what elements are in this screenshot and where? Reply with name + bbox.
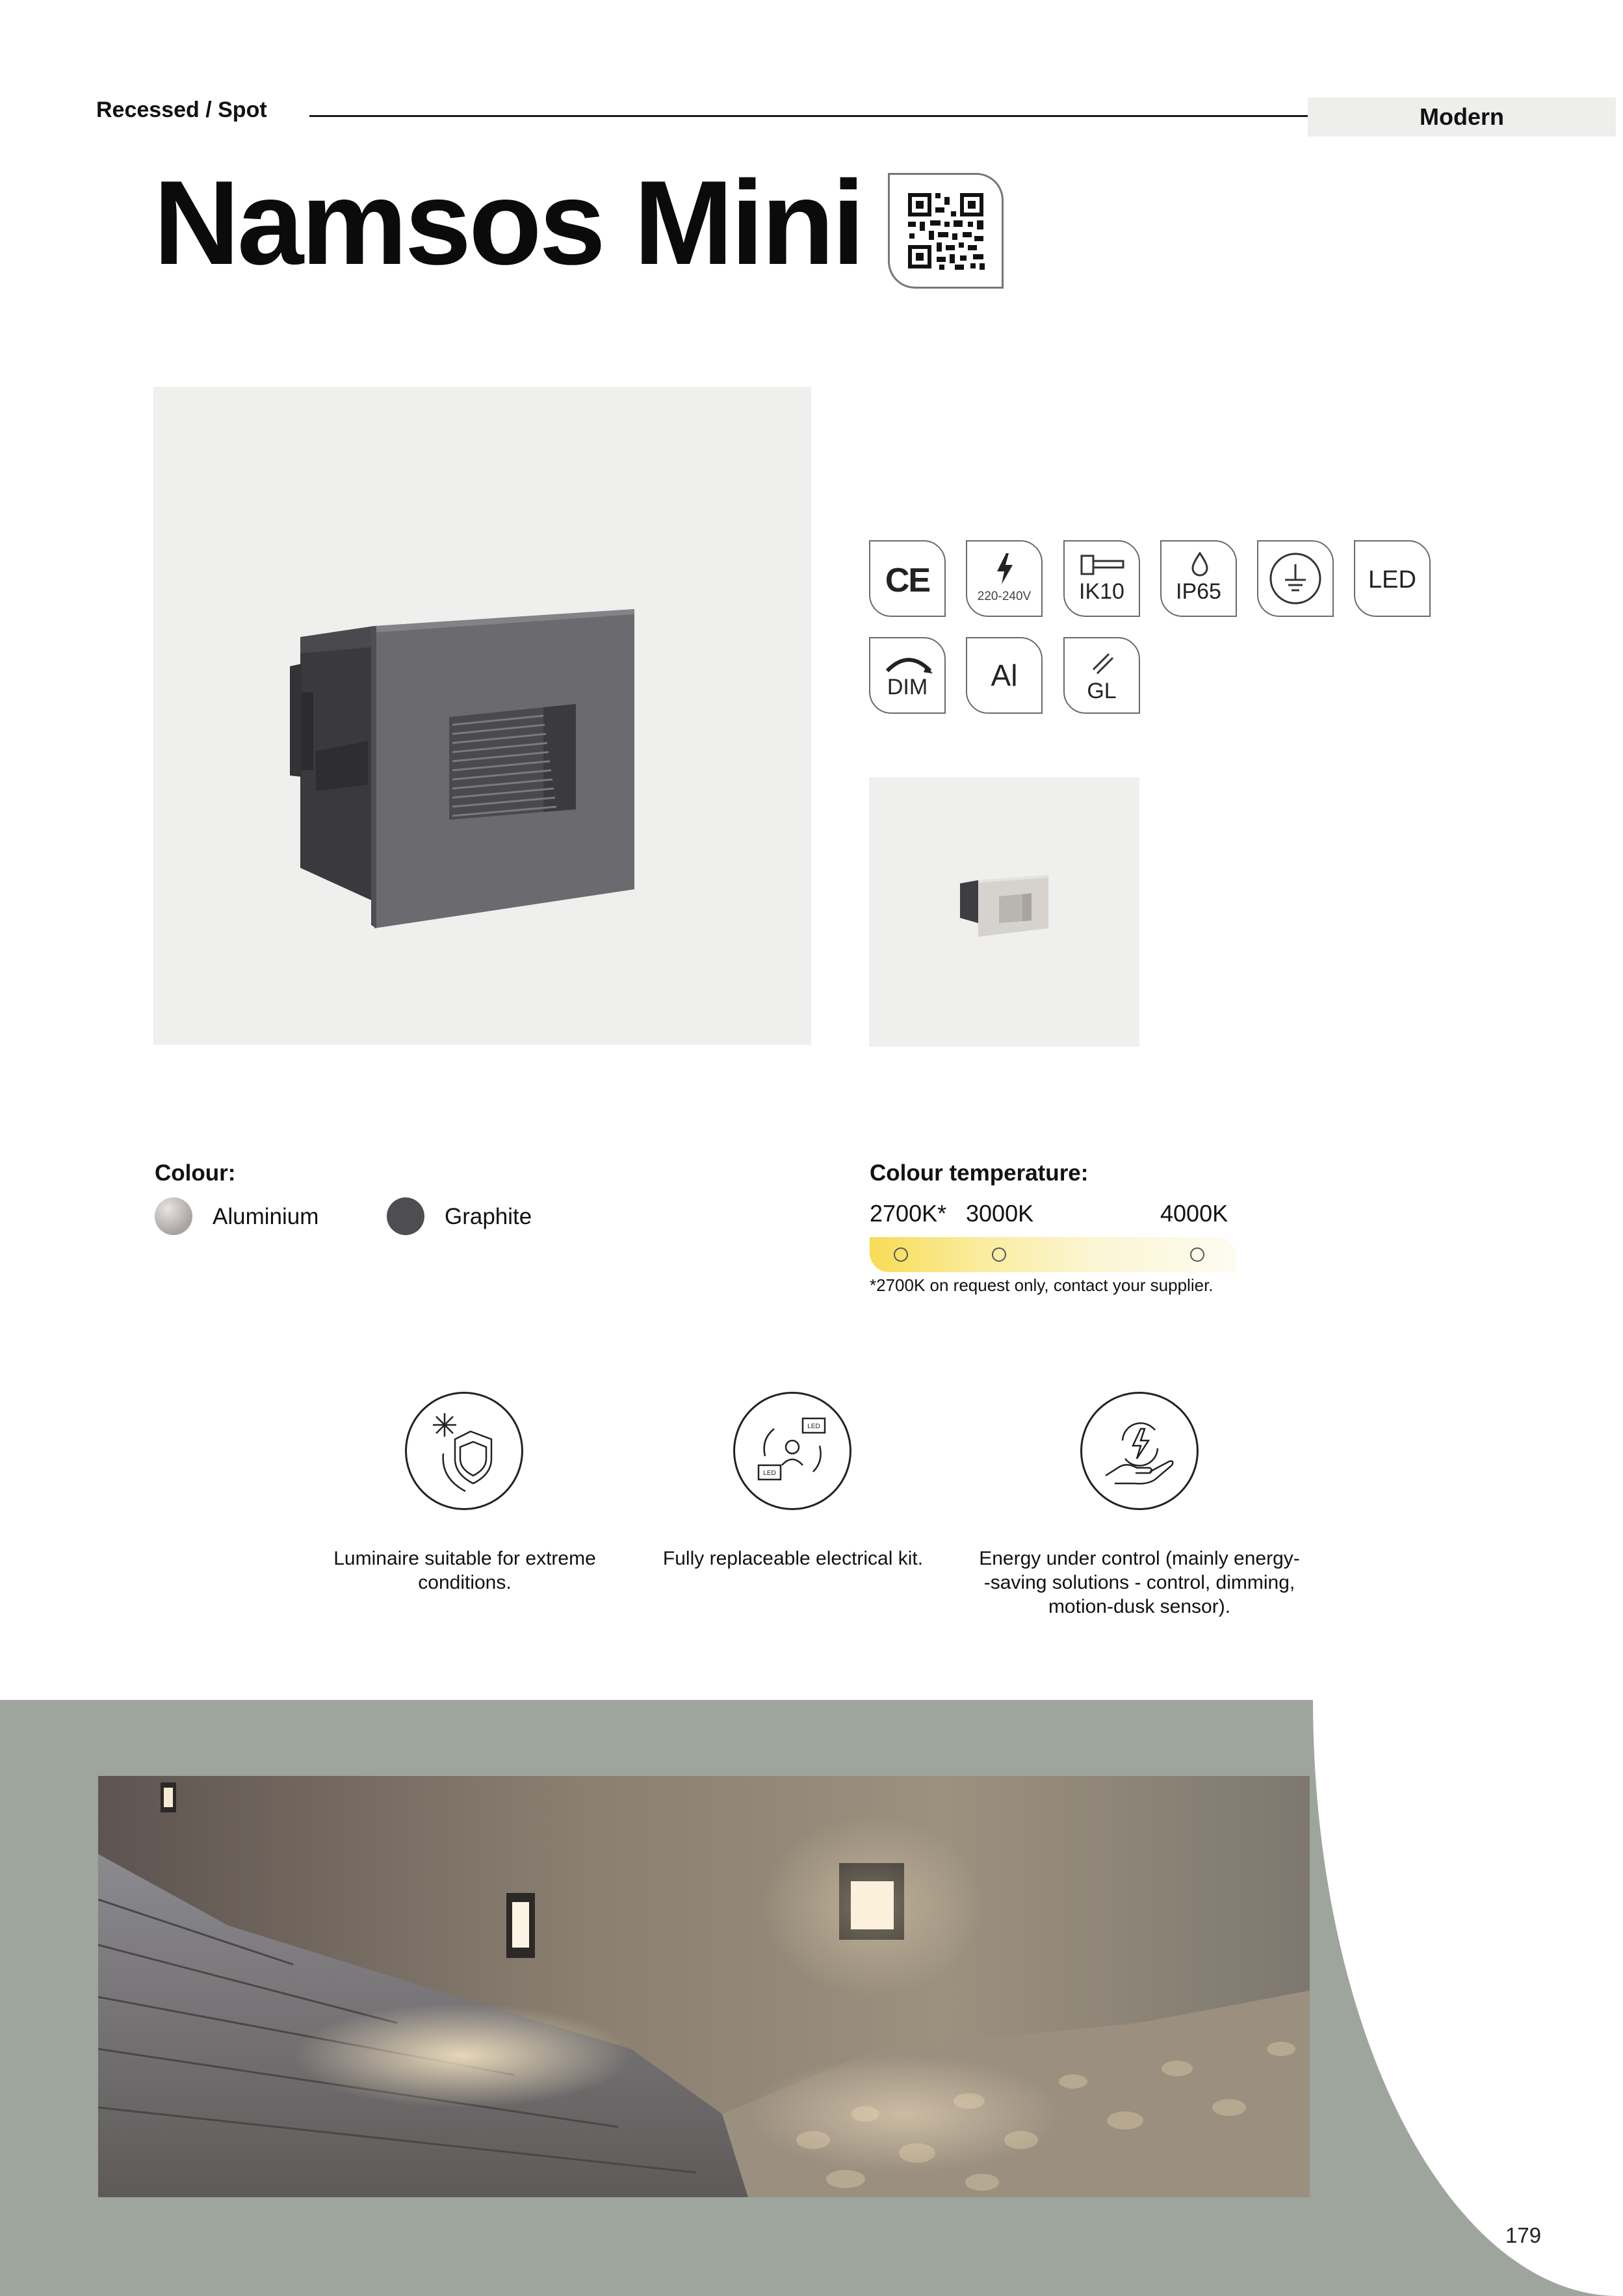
ce-mark-icon: CE (869, 540, 946, 617)
replaceable-kit-icon (733, 1392, 851, 1510)
svg-text:LED: LED (807, 1423, 820, 1430)
feature-text-extreme-conditions: Luminaire suitable for extreme conditions. (333, 1548, 596, 1593)
extreme-conditions-icon (405, 1392, 523, 1510)
qr-code-icon[interactable] (888, 173, 1004, 289)
colour-heading: Colour: (155, 1160, 236, 1186)
category-label: Recessed / Spot (96, 98, 267, 122)
led-icon: LED (1354, 540, 1431, 617)
earth-ground-icon (1257, 540, 1334, 617)
swatch-graphite[interactable] (387, 1197, 424, 1235)
temperature-footnote: *2700K on request only, contact your supplier. (870, 1275, 1214, 1295)
temp-label-2700: 2700K* (870, 1200, 947, 1227)
energy-control-icon (1080, 1392, 1199, 1510)
colour-temperature-scale (870, 1237, 1236, 1272)
temp-label-3000: 3000K (966, 1200, 1034, 1227)
swatch-label-aluminium: Aluminium (213, 1204, 319, 1229)
temp-option-4000[interactable] (1190, 1247, 1204, 1262)
water-drop-icon: IP65 (1160, 540, 1237, 617)
header-divider (309, 115, 1308, 117)
swatch-aluminium[interactable] (155, 1197, 192, 1235)
page-number: 179 (1505, 2223, 1542, 2247)
temp-label-4000: 4000K (1160, 1200, 1228, 1227)
aluminium-icon: Al (966, 637, 1043, 714)
colour-temperature-heading: Colour temperature: (870, 1160, 1089, 1186)
svg-text:LED: LED (763, 1470, 776, 1477)
glass-icon: GL (1063, 637, 1140, 714)
feature-text-energy-control: Energy under control (mainly energy- -saving solutions - control, dimming, motion-dusk sensor). (979, 1548, 1300, 1617)
impact-hammer-icon: IK10 (1063, 540, 1140, 617)
voltage-icon: 220-240V (966, 540, 1043, 617)
product-title: Namsos Mini (153, 155, 863, 289)
dimmable-icon: DIM (869, 637, 946, 714)
feature-text-replaceable-kit: Fully replaceable electrical kit. (662, 1548, 924, 1569)
product-main-image (153, 387, 811, 1045)
temp-option-3000[interactable] (992, 1247, 1006, 1262)
swatch-label-graphite: Graphite (445, 1204, 532, 1229)
product-variant-image (869, 777, 1139, 1047)
temp-option-2700[interactable] (894, 1247, 908, 1262)
installation-photo (98, 1776, 1310, 2197)
style-tag: Modern (1308, 98, 1616, 137)
